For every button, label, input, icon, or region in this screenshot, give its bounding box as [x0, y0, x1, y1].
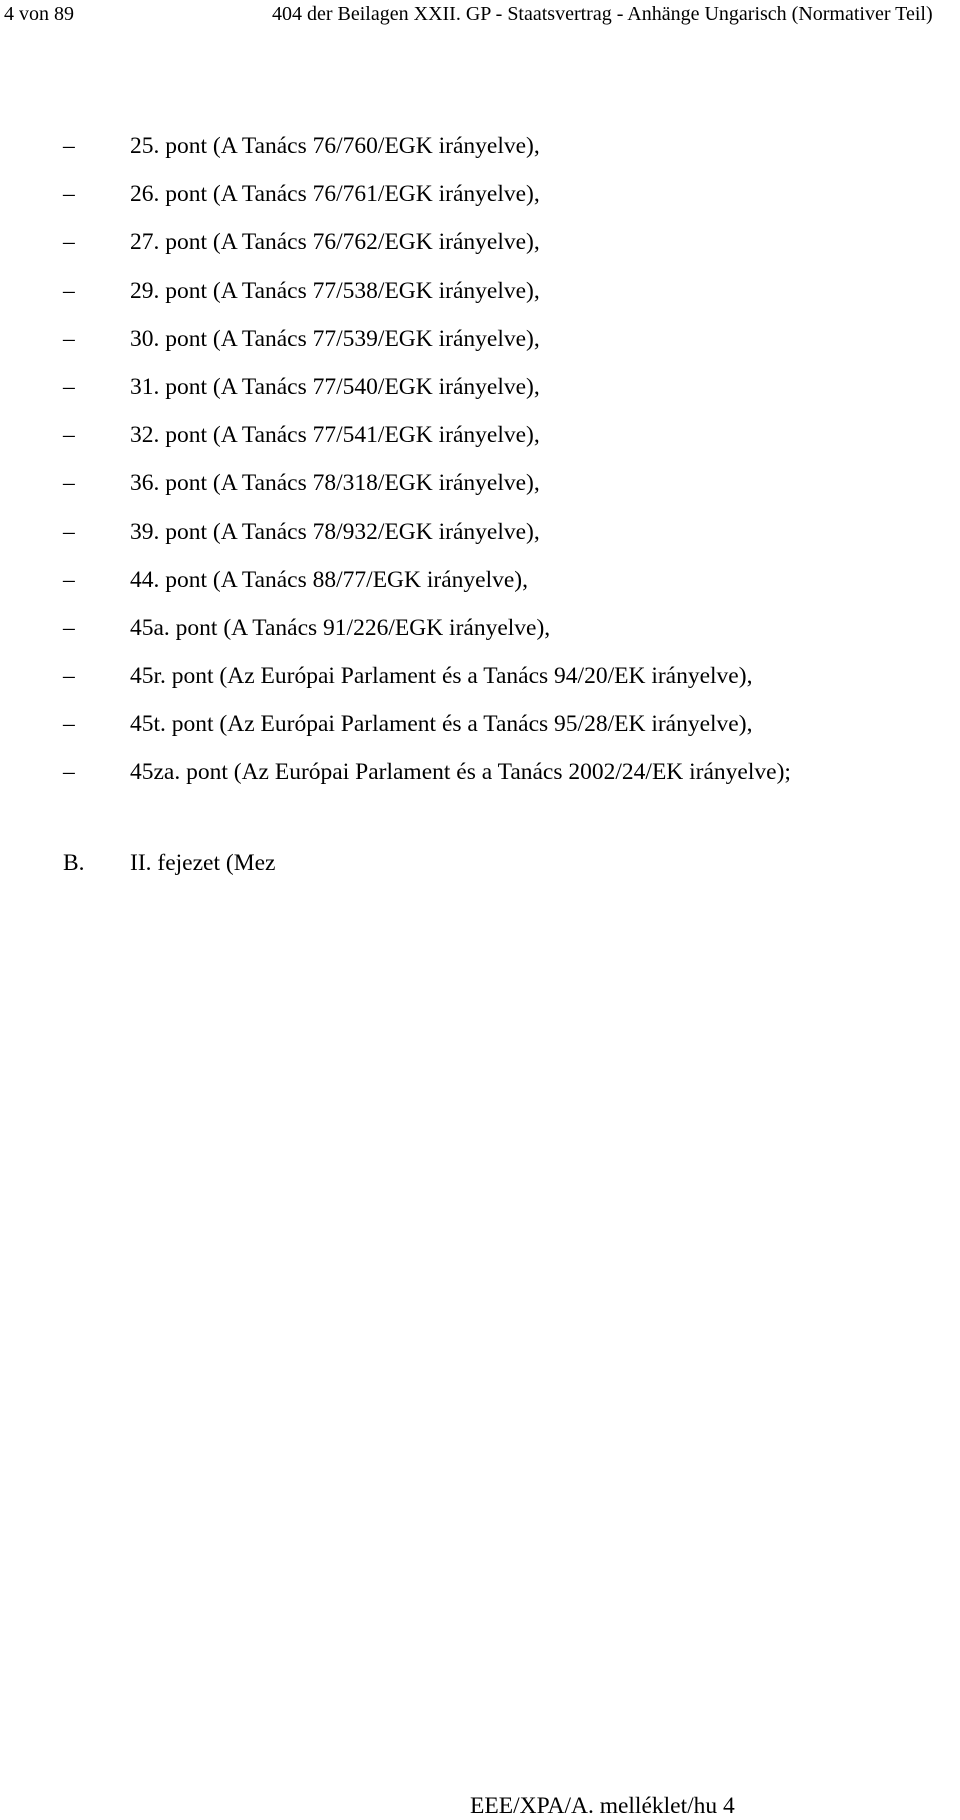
list-item [0, 710, 960, 758]
directive-list [0, 132, 960, 807]
list-item [0, 132, 960, 180]
list-item [0, 228, 960, 276]
list-item [0, 758, 960, 806]
list-item-text: 45r. pont (Az Európai Parlament és a Tanács 94/20/EK irányelve), [130, 663, 753, 690]
dash-bullet: – [63, 325, 75, 352]
list-item [0, 421, 960, 469]
section-label: B. [63, 850, 85, 876]
list-item [0, 614, 960, 662]
list-item-text: 45a. pont (A Tanács 91/226/EGK irányelve), [130, 614, 551, 641]
dash-bullet: – [63, 566, 75, 593]
list-item-text: 25. pont (A Tanács 76/760/EGK irányelve), [130, 133, 540, 159]
dash-bullet: – [63, 373, 75, 400]
list-item-text: 45za. pont (Az Európai Parlament és a Tanács 2002/24/EK irányelve); [130, 759, 791, 786]
dash-bullet: – [63, 181, 75, 208]
dash-bullet: – [63, 470, 75, 497]
list-item [0, 662, 960, 710]
list-item [0, 277, 960, 325]
section-text: II. fejezet (Mez [130, 850, 276, 876]
dash-bullet: – [63, 711, 75, 738]
dash-bullet: – [63, 663, 75, 690]
list-item-text: 26. pont (A Tanács 76/761/EGK irányelve), [130, 181, 540, 208]
dash-bullet: – [63, 277, 75, 304]
document-title: 404 der Beilagen XXII. GP - Staatsvertrag - Anhänge Ungarisch (Normativer Teil) [272, 3, 933, 25]
list-item-text: 29. pont (A Tanács 77/538/EGK irányelve), [130, 277, 540, 304]
page-header [0, 0, 960, 30]
list-item-text: 36. pont (A Tanács 78/318/EGK irányelve), [130, 470, 540, 497]
list-item-text: 32. pont (A Tanács 77/541/EGK irányelve), [130, 422, 540, 449]
list-item-text: 31. pont (A Tanács 77/540/EGK irányelve), [130, 373, 540, 400]
list-item [0, 566, 960, 614]
list-item-text: 44. pont (A Tanács 88/77/EGK irányelve), [130, 566, 528, 593]
dash-bullet: – [63, 518, 75, 545]
page-footer: EEE/XPA/A. melléklet/hu 4 [470, 1793, 735, 1819]
dash-bullet: – [63, 759, 75, 786]
list-item [0, 469, 960, 517]
dash-bullet: – [63, 614, 75, 641]
list-item-text: 27. pont (A Tanács 76/762/EGK irányelve), [130, 229, 540, 256]
dash-bullet: – [63, 422, 75, 449]
list-item [0, 325, 960, 373]
page-number: 4 von 89 [4, 3, 74, 25]
list-item [0, 518, 960, 566]
dash-bullet: – [63, 229, 75, 256]
list-item [0, 373, 960, 421]
list-item-text: 30. pont (A Tanács 77/539/EGK irányelve), [130, 325, 540, 352]
list-item-text: 39. pont (A Tanács 78/932/EGK irányelve), [130, 518, 540, 545]
list-item-text: 45t. pont (Az Európai Parlament és a Tanács 95/28/EK irányelve), [130, 711, 753, 738]
list-item [0, 180, 960, 228]
dash-bullet: – [63, 133, 75, 159]
